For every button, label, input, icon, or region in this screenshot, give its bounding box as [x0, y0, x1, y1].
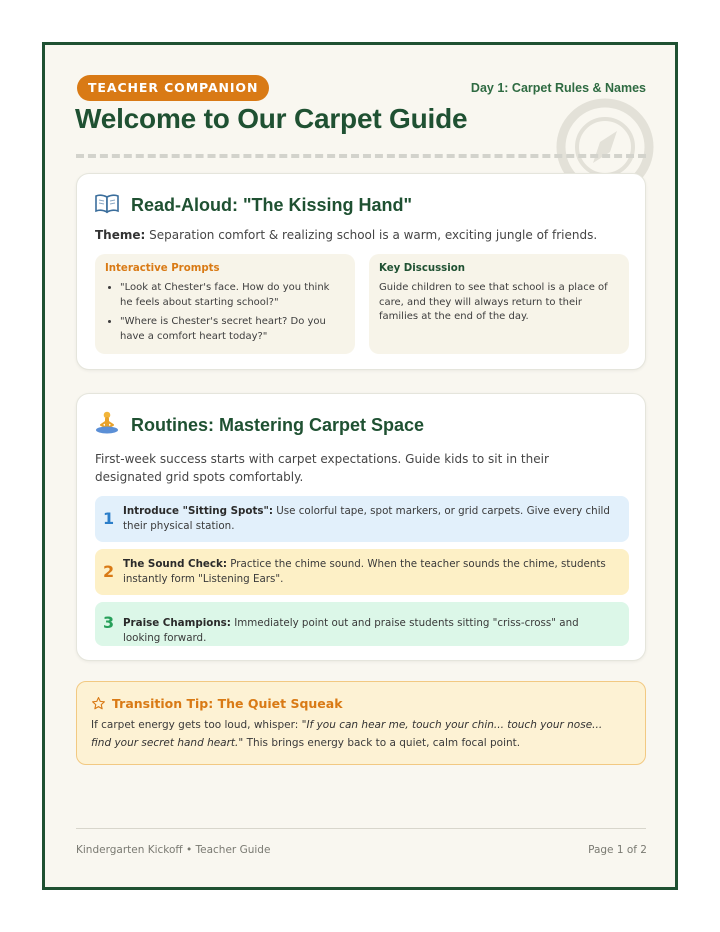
transition-tip-box: [76, 681, 646, 765]
step-text: [123, 557, 615, 586]
footer-page-number: Page 1 of 2: [588, 844, 647, 856]
step-label: Introduce "Sitting Spots":: [123, 505, 273, 517]
step-text: [123, 504, 615, 533]
step-number: 2: [103, 562, 115, 581]
footer-doc-name: Kindergarten Kickoff • Teacher Guide: [76, 844, 271, 856]
discussion-heading: Key Discussion: [379, 263, 465, 274]
step-label: Praise Champions:: [123, 617, 231, 629]
step-number: 3: [103, 613, 115, 632]
interactive-prompts-box: [95, 254, 355, 354]
routine-step-2: [95, 549, 629, 595]
tip-quote: "If you can hear me, touch your chin... touch your nose... find your secret hand heart.": [91, 719, 603, 749]
step-description: Practice the chime sound. When the teacher sounds the chime, students instantly form "Listening Ears".: [123, 558, 606, 585]
step-text: [123, 616, 615, 645]
theme-line: [95, 226, 597, 244]
prompt-item: • "Look at Chester's face. How do you think he feels about starting school?": [120, 281, 345, 310]
title-divider: [76, 154, 646, 158]
star-outline-icon: [91, 696, 106, 711]
tip-lead: If carpet energy gets too loud, whisper:: [91, 719, 302, 731]
tip-title: Transition Tip: The Quiet Squeak: [112, 696, 343, 711]
step-description: Use colorful tape, spot markers, or grid carpets. Give every child their physical station.: [123, 505, 610, 532]
read-aloud-title: Read-Aloud: "The Kissing Hand": [131, 195, 413, 215]
meditating-person-icon: [94, 410, 120, 436]
guide-page: [42, 42, 678, 890]
step-number: 1: [103, 509, 115, 528]
tip-text: [91, 716, 625, 752]
routines-title: Routines: Mastering Carpet Space: [131, 415, 425, 435]
routines-intro: First-week success starts with carpet expectations. Guide kids to sit in their designated grid spots comfortably.: [95, 452, 549, 484]
key-discussion-box: [369, 254, 629, 354]
step-label: The Sound Check:: [123, 558, 227, 570]
footer-divider: [76, 828, 646, 829]
day-label: Day 1: Carpet Rules & Names: [470, 81, 646, 95]
theme-text: Separation comfort & realizing school is a warm, exciting jungle of friends.: [149, 228, 598, 242]
routine-step-1: [95, 496, 629, 542]
read-aloud-card: [76, 173, 646, 370]
prompts-list: [105, 281, 345, 344]
step-description: Immediately point out and praise students sitting "criss-cross" and looking forward.: [123, 617, 579, 644]
routines-card: [76, 393, 646, 661]
tip-tail: This brings energy back to a quiet, calm focal point.: [243, 737, 521, 749]
page-title: Welcome to Our Carpet Guide: [75, 103, 468, 134]
open-book-icon: [94, 190, 120, 216]
theme-label: Theme:: [95, 228, 146, 242]
discussion-text: Guide children to see that school is a place of care, and they will always return to their families at the end of the day.: [379, 282, 608, 322]
prompts-heading: Interactive Prompts: [105, 263, 220, 274]
teacher-companion-badge: TEACHER COMPANION: [77, 75, 269, 101]
routine-step-3: [95, 602, 629, 646]
prompt-item: • "Where is Chester's secret heart? Do you have a comfort heart today?": [120, 315, 345, 344]
